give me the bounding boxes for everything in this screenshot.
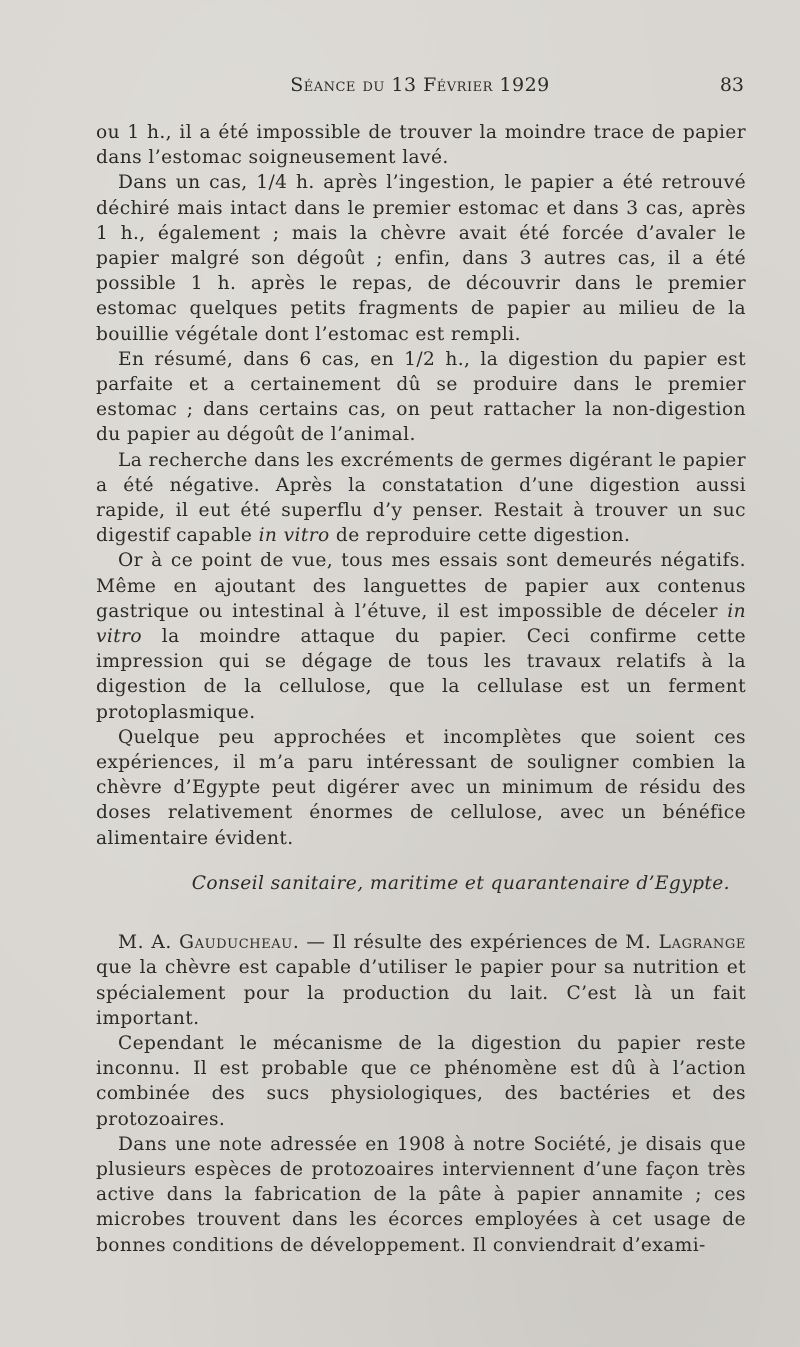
section-gap	[96, 896, 746, 930]
body-text	[96, 120, 746, 1258]
paragraph-4-italic: in vitro	[258, 525, 330, 547]
paragraph-5-italic: in vitro	[96, 600, 746, 648]
paragraph-7	[96, 930, 746, 1031]
paragraph-8: Cependant le mécanisme de la digestion du papier reste inconnu. Il est probable que ce phénomène est dû à l’action combinée des sucs physiologiques, des bactéries et des protozoaires.	[96, 1032, 746, 1130]
paragraph-1: ou 1 h., il a été impossible de trouver la moindre trace de papier dans l’estomac soigneusement lavé.	[96, 122, 746, 169]
running-title: Séance du 13 Février 1929	[290, 74, 550, 96]
paragraph-7-text: que la chèvre est capable d’utiliser le papier pour sa nutrition et spécialement pour la production du lait. C’est là un fait important.	[96, 957, 746, 1029]
paragraph-3: En résumé, dans 6 cas, en 1/2 h., la digestion du papier est parfaite et a certainement dû se produire dans le premier estomac ; dans certains cas, on peut rattacher la non-digestion du papier au dégoût de l’animal.	[96, 348, 746, 446]
cited-name: M. Lagrange	[625, 932, 746, 954]
paragraph-7-dash: — Il résulte des expériences de	[299, 932, 626, 954]
paragraph-4	[96, 448, 746, 549]
page-number: 83	[719, 74, 744, 96]
paragraph-4-text-end: de reproduire cette digestion.	[329, 525, 631, 547]
paragraph-9: Dans une note adressée en 1908 à notre Société, je disais que plusieurs espèces de protozoaires interviennent d’une façon très active dans la fabrication de la pâte à papier annamite ; ces microbes trouvent dans les écorces employées à cet usage de bonnes conditions de développement. Il conviendrait d’exami-	[96, 1133, 746, 1256]
paragraph-6: Quelque peu approchées et incomplètes que soient ces expériences, il m’a paru intéressant de souligner combien la chèvre d’Egypte peut digérer avec un minimum de résidu des doses relativement énormes de cellulose, avec un bénéfice alimentaire évident.	[96, 726, 746, 849]
paragraph-5-text-end: la moindre attaque du papier. Ceci confirme cette impression qui se dégage de tous les travaux relatifs à la digestion de la cellulose, que la cellulase est un ferment protoplasmique.	[96, 626, 746, 723]
paragraph-4-text: La recherche dans les excréments de germes digérant le papier a été négative. Après la constatation d’une digestion aussi rapide, il eut été superflu d’y penser. Restait à trouver un suc digestif capable	[96, 449, 746, 547]
paragraph-5	[96, 548, 746, 724]
paragraph-5-text: Or à ce point de vue, tous mes essais sont demeurés négatifs. Même en ajoutant des languettes de papier aux contenus gastrique ou intestinal à l’étuve, il est impossible de déceler	[96, 550, 746, 622]
running-head	[96, 72, 744, 102]
affiliation: Conseil sanitaire, maritime et quarantenaire d’Egypte.	[191, 872, 730, 894]
speaker-name: M. A. Gauducheau.	[118, 932, 300, 954]
paragraph-2: Dans un cas, 1/4 h. après l’ingestion, le papier a été retrouvé déchiré mais intact dans le premier estomac et dans 3 cas, après 1 h., également ; mais la chèvre avait été forcée d’avaler le papier malgré son dégoût ; enfin, dans 3 autres cas, il a été possible 1 h. après le repas, de découvrir dans le premier estomac quelques petits fragments de papier au milieu de la bouillie végétale dont l’estomac est rempli.	[96, 172, 746, 345]
